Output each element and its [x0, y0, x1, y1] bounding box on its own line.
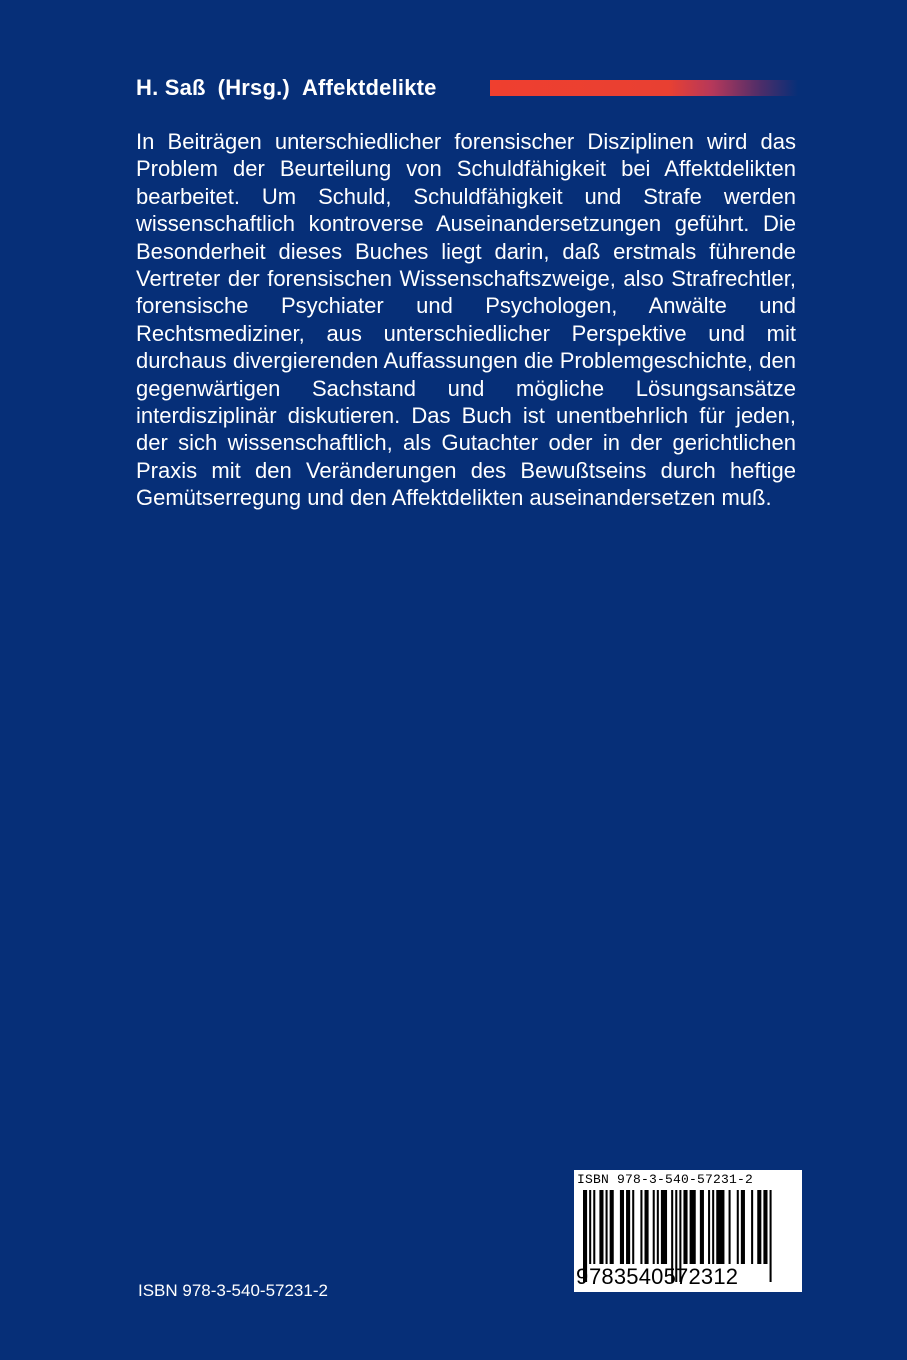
- barcode-bar: [640, 1190, 642, 1264]
- barcode-bar: [708, 1190, 710, 1264]
- header-title-line: [136, 75, 437, 101]
- barcode-bar: [763, 1190, 767, 1264]
- barcode-bar: [751, 1190, 753, 1264]
- barcode-bar: [589, 1190, 591, 1264]
- barcode-bar: [700, 1190, 704, 1264]
- barcode-bar: [645, 1190, 649, 1264]
- barcode-first-digit: 9: [576, 1264, 589, 1289]
- barcode-bar: [757, 1190, 761, 1264]
- barcode-bar: [593, 1190, 595, 1264]
- barcode-bar: [620, 1190, 624, 1264]
- barcode-bar: [610, 1190, 614, 1264]
- barcode-number: 783540572312: [589, 1264, 739, 1289]
- barcode-bar: [690, 1190, 696, 1264]
- editor-note: (Hrsg.): [217, 75, 290, 100]
- barcode-bar: [716, 1190, 724, 1264]
- barcode-bar: [661, 1190, 667, 1264]
- book-title: Affektdelikte: [301, 75, 437, 100]
- barcode-bar: [712, 1190, 714, 1264]
- barcode-bar: [626, 1190, 630, 1264]
- barcode-bar: [729, 1190, 731, 1264]
- barcode-bar: [632, 1190, 634, 1264]
- barcode-bar: [599, 1190, 603, 1264]
- barcode-digits: [576, 1264, 800, 1290]
- barcode-label: [574, 1170, 802, 1292]
- barcode-bar: [606, 1190, 608, 1264]
- barcode-bar: [741, 1190, 745, 1264]
- blurb-paragraph: In Beiträgen unterschiedlicher forensischer Disziplinen wird das Problem der Beurteilung von Schuldfähigkeit bei Affektdelikten bearbeitet. Um Schuld, Schuldfähigkeit und Strafe werden wissenschaftlich kontroverse Auseinandersetzungen geführt. Die Besonderheit dieses Buches liegt darin, daß erstmals führende Vertreter der forensischen Wissenschaftszweige, also Strafrechtler, forensische Psychiater und Psychologen, Anwälte und Rechtsmediziner, aus unterschiedlicher Perspektive und mit durchaus divergierenden Auffassungen die Problemgeschichte, den gegenwärtigen Sachstand und mögliche Lösungsansätze interdisziplinär diskutieren. Das Buch ist unentbehrlich für jeden, der sich wissenschaftlich, als Gutachter oder in der gerichtlichen Praxis mit den Veränderungen des Bewußtseins durch heftige Gemütserregung und den Affektdelikten auseinandersetzen muß.: [136, 129, 796, 511]
- footer-isbn: ISBN 978-3-540-57231-2: [138, 1281, 328, 1300]
- barcode-bar: [653, 1190, 655, 1264]
- barcode-bar: [737, 1190, 739, 1264]
- barcode-bar: [657, 1190, 659, 1264]
- author-name: H. Saß: [136, 75, 206, 100]
- accent-bar: [490, 80, 798, 96]
- barcode-bar: [683, 1190, 687, 1264]
- barcode-isbn-text: ISBN 978-3-540-57231-2: [577, 1172, 754, 1187]
